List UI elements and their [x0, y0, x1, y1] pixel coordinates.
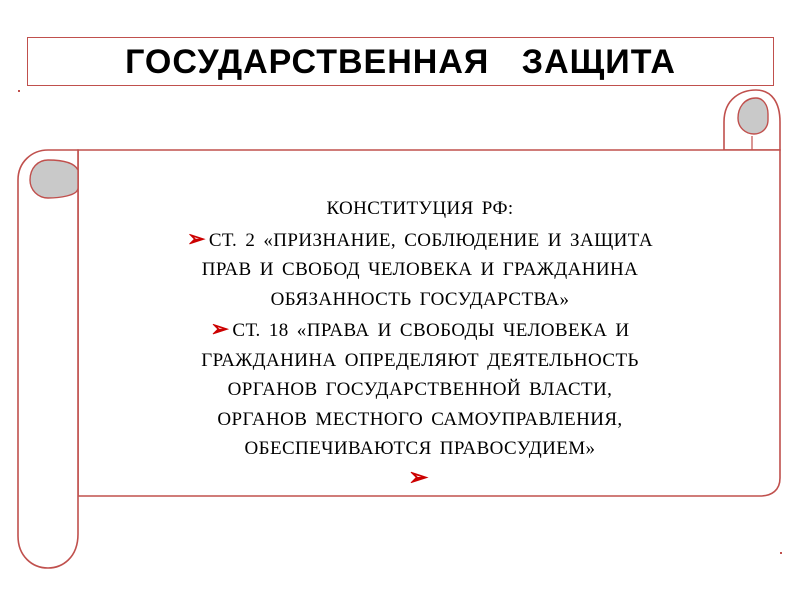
article-2-line-3: ОБЯЗАННОСТЬ ГОСУДАРСТВА» — [270, 288, 570, 310]
article-2-line-2: ПРАВ И СВОБОД ЧЕЛОВЕКА И ГРАЖДАНИНА — [201, 259, 639, 280]
arrow-bullet-icon: ➢ — [210, 316, 230, 341]
arrow-bullet-icon: ➢ — [408, 464, 429, 491]
article-18-line-2: ГРАЖДАНИНА ОПРЕДЕЛЯЮТ ДЕЯТЕЛЬНОСТЬ — [201, 349, 639, 371]
article-18-line-5: ОБЕСПЕЧИВАЮТСЯ ПРАВОСУДИЕМ» — [244, 438, 596, 459]
article-2-line-1: ➢ СТ. 2 «ПРИЗНАНИЕ, СОБЛЮДЕНИЕ И ЗАЩИТА — [100, 224, 740, 256]
scroll-content — [100, 194, 740, 494]
article-18-line-1: ➢ СТ. 18 «ПРАВА И СВОБОДЫ ЧЕЛОВЕКА И — [100, 314, 740, 346]
article-18-line-4: ОРГАНОВ МЕСТНОГО САМОУПРАВЛЕНИЯ, — [217, 408, 623, 430]
arrow-bullet-icon: ➢ — [187, 225, 206, 251]
slide-title: ГОСУДАРСТВЕННАЯ ЗАЩИТА — [125, 43, 676, 81]
empty-bullet — [100, 464, 740, 495]
scroll-left-roll — [18, 150, 78, 568]
article-18-line-3: ОРГАНОВ ГОСУДАРСТВЕННОЙ ВЛАСТИ, — [227, 379, 613, 400]
scroll-left-curl-icon — [30, 160, 78, 198]
constitution-heading: КОНСТИТУЦИЯ РФ: — [326, 198, 514, 219]
scroll-top-curl-icon — [738, 98, 768, 134]
